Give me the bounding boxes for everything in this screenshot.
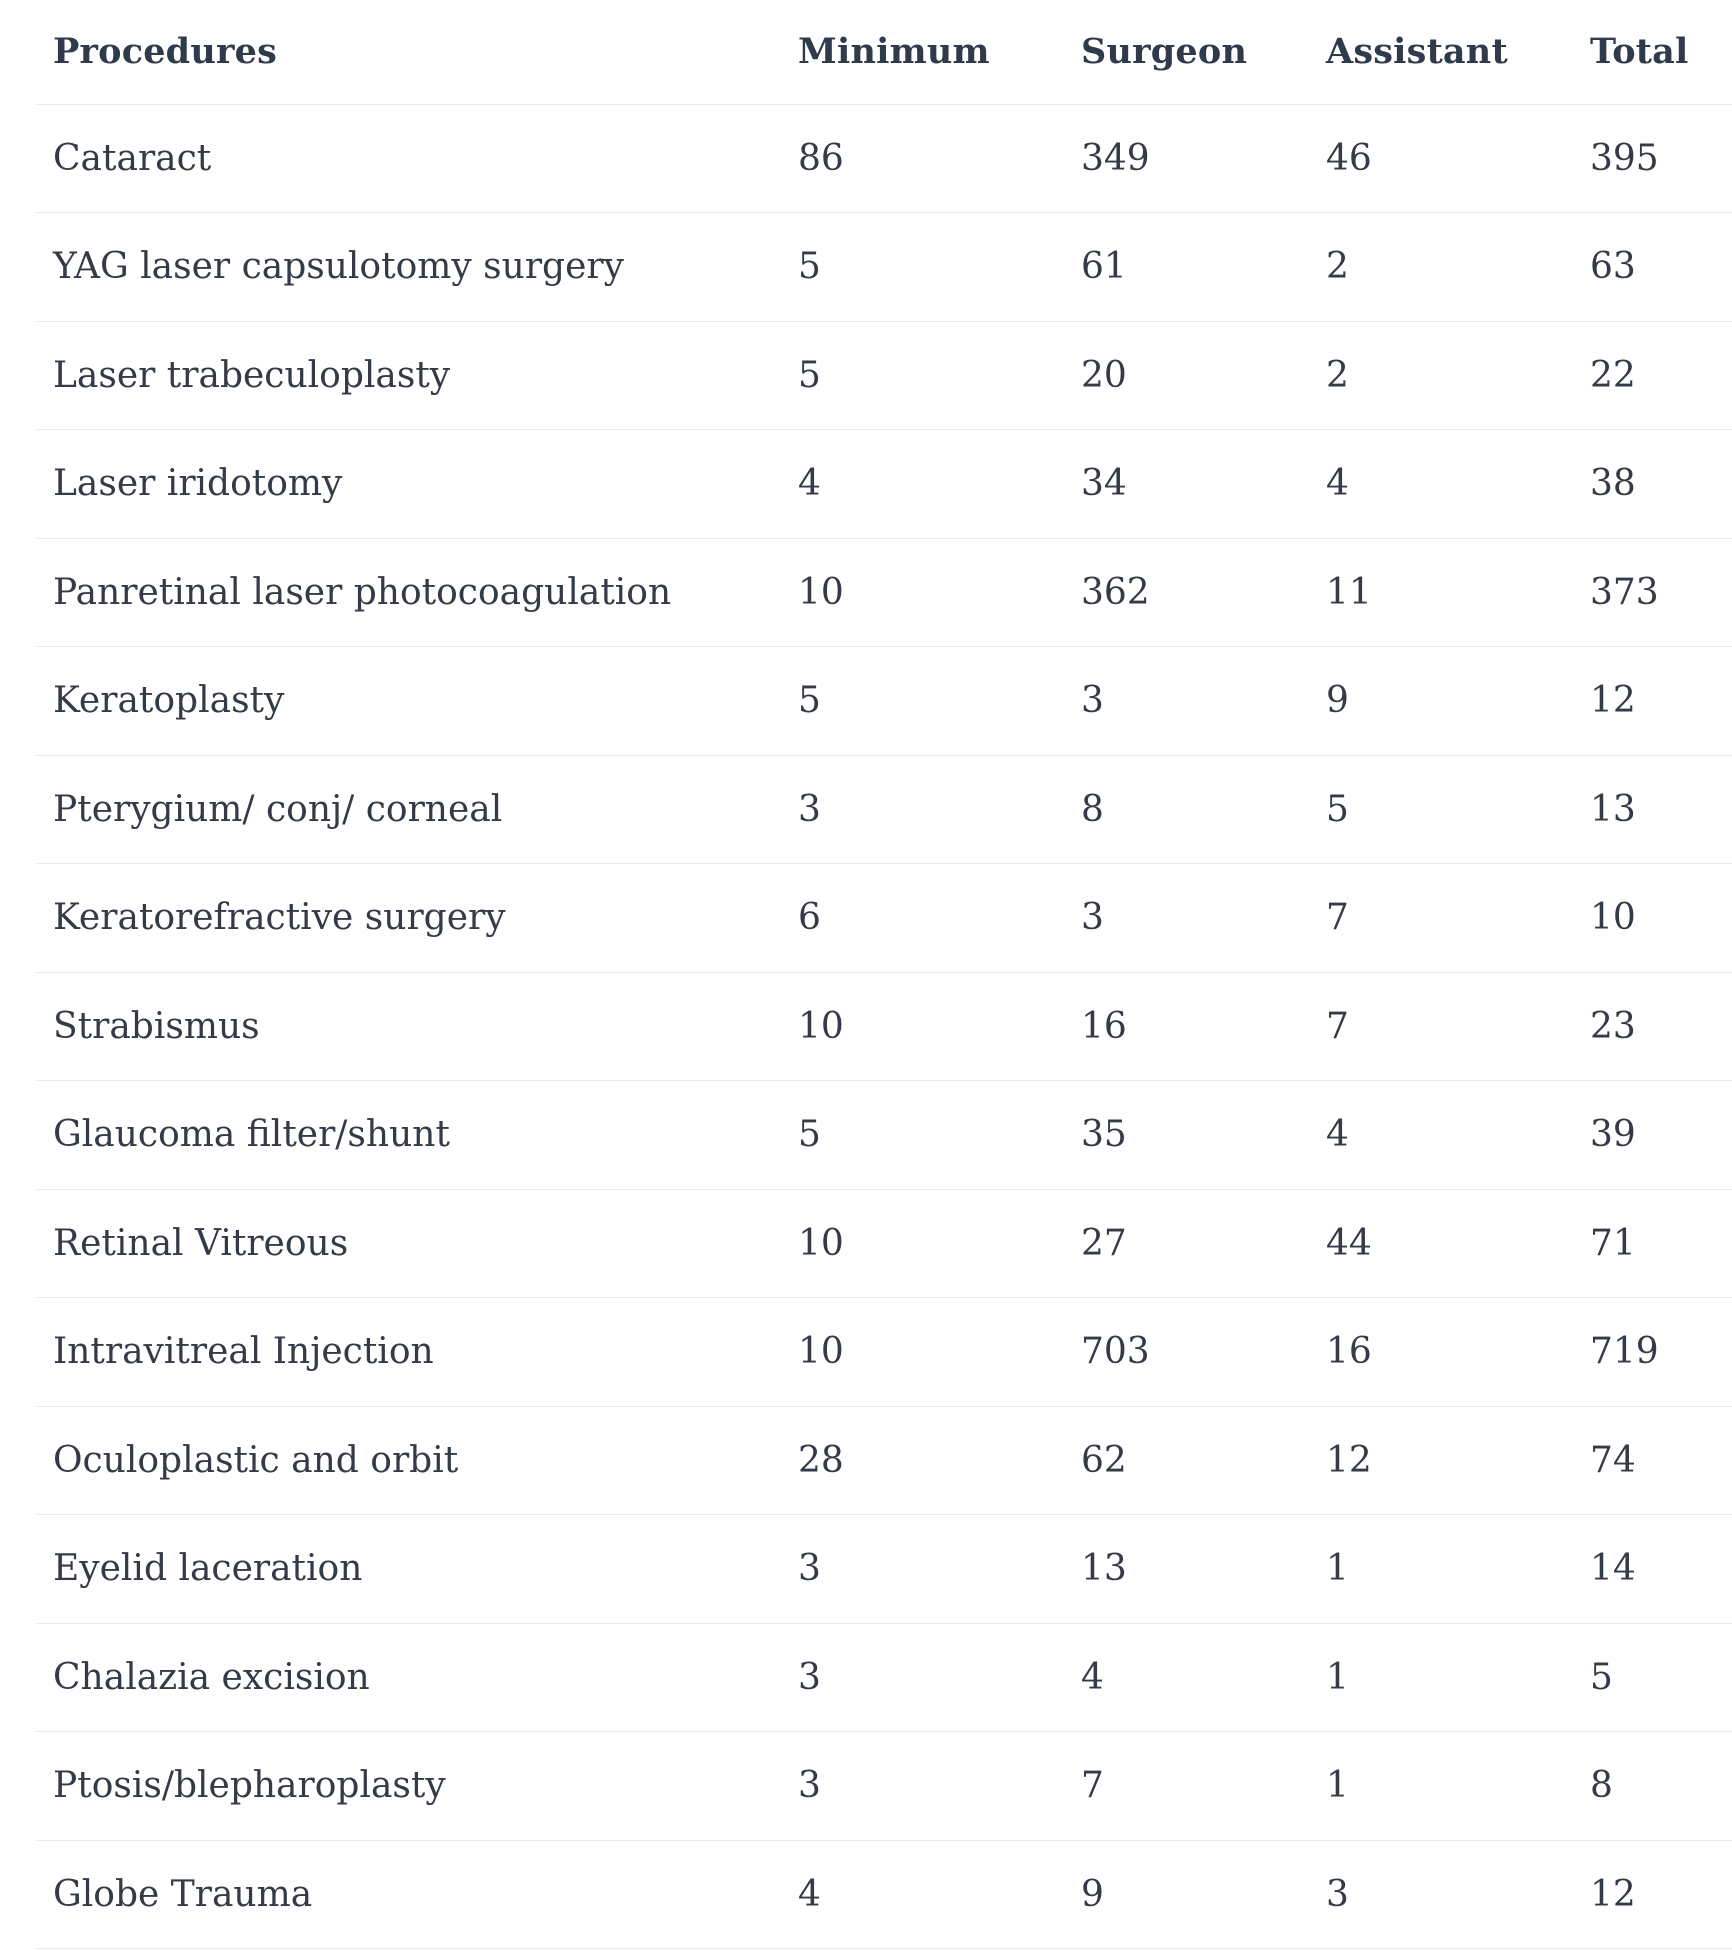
surgeon-cell: 3 bbox=[1064, 864, 1309, 973]
minimum-cell: 4 bbox=[781, 430, 1064, 539]
assistant-cell: 7 bbox=[1309, 864, 1573, 973]
surgeon-cell: 362 bbox=[1064, 538, 1309, 647]
procedure-cell: Cataract bbox=[36, 104, 781, 213]
minimum-cell: 5 bbox=[781, 1081, 1064, 1190]
procedure-cell: Laser iridotomy bbox=[36, 430, 781, 539]
assistant-cell: 5 bbox=[1309, 755, 1573, 864]
table-row bbox=[36, 1732, 1732, 1841]
procedure-cell: Pterygium/ conj/ corneal bbox=[36, 755, 781, 864]
header-procedures: Procedures bbox=[36, 0, 781, 104]
surgeon-cell: 27 bbox=[1064, 1189, 1309, 1298]
total-cell: 8 bbox=[1573, 1732, 1732, 1841]
surgeon-cell: 7 bbox=[1064, 1732, 1309, 1841]
total-cell: 38 bbox=[1573, 430, 1732, 539]
assistant-cell: 46 bbox=[1309, 104, 1573, 213]
procedure-cell: Laser trabeculoplasty bbox=[36, 321, 781, 430]
table-row bbox=[36, 1189, 1732, 1298]
minimum-cell: 5 bbox=[781, 321, 1064, 430]
minimum-cell: 10 bbox=[781, 1189, 1064, 1298]
total-cell: 373 bbox=[1573, 538, 1732, 647]
table-row bbox=[36, 213, 1732, 322]
table-row bbox=[36, 1623, 1732, 1732]
table-header bbox=[36, 0, 1732, 104]
total-cell: 719 bbox=[1573, 1298, 1732, 1407]
procedure-cell: Keratorefractive surgery bbox=[36, 864, 781, 973]
total-cell: 39 bbox=[1573, 1081, 1732, 1190]
table-row bbox=[36, 1515, 1732, 1624]
surgeon-cell: 34 bbox=[1064, 430, 1309, 539]
header-total: Total bbox=[1573, 0, 1732, 104]
surgeon-cell: 20 bbox=[1064, 321, 1309, 430]
assistant-cell: 1 bbox=[1309, 1515, 1573, 1624]
procedure-cell: Oculoplastic and orbit bbox=[36, 1406, 781, 1515]
assistant-cell: 1 bbox=[1309, 1623, 1573, 1732]
procedure-cell: Chalazia excision bbox=[36, 1623, 781, 1732]
surgeon-cell: 9 bbox=[1064, 1840, 1309, 1949]
assistant-cell: 4 bbox=[1309, 1081, 1573, 1190]
header-minimum: Minimum bbox=[781, 0, 1064, 104]
surgeon-cell: 61 bbox=[1064, 213, 1309, 322]
procedure-cell: Intravitreal Injection bbox=[36, 1298, 781, 1407]
total-cell: 10 bbox=[1573, 864, 1732, 973]
surgeon-cell: 8 bbox=[1064, 755, 1309, 864]
assistant-cell: 3 bbox=[1309, 1840, 1573, 1949]
total-cell: 395 bbox=[1573, 104, 1732, 213]
table-row bbox=[36, 972, 1732, 1081]
procedures-table-container bbox=[36, 0, 1732, 1949]
minimum-cell: 3 bbox=[781, 1623, 1064, 1732]
minimum-cell: 10 bbox=[781, 538, 1064, 647]
header-assistant: Assistant bbox=[1309, 0, 1573, 104]
table-row bbox=[36, 647, 1732, 756]
procedure-cell: Glaucoma filter/shunt bbox=[36, 1081, 781, 1190]
total-cell: 63 bbox=[1573, 213, 1732, 322]
surgeon-cell: 4 bbox=[1064, 1623, 1309, 1732]
table-row bbox=[36, 538, 1732, 647]
total-cell: 71 bbox=[1573, 1189, 1732, 1298]
procedure-cell: Globe Trauma bbox=[36, 1840, 781, 1949]
minimum-cell: 6 bbox=[781, 864, 1064, 973]
procedure-cell: Panretinal laser photocoagulation bbox=[36, 538, 781, 647]
assistant-cell: 16 bbox=[1309, 1298, 1573, 1407]
total-cell: 23 bbox=[1573, 972, 1732, 1081]
minimum-cell: 4 bbox=[781, 1840, 1064, 1949]
procedures-table bbox=[36, 0, 1732, 1949]
header-row bbox=[36, 0, 1732, 104]
header-surgeon: Surgeon bbox=[1064, 0, 1309, 104]
table-row bbox=[36, 430, 1732, 539]
surgeon-cell: 703 bbox=[1064, 1298, 1309, 1407]
table-row bbox=[36, 1406, 1732, 1515]
total-cell: 74 bbox=[1573, 1406, 1732, 1515]
total-cell: 13 bbox=[1573, 755, 1732, 864]
minimum-cell: 3 bbox=[781, 755, 1064, 864]
minimum-cell: 10 bbox=[781, 1298, 1064, 1407]
assistant-cell: 2 bbox=[1309, 213, 1573, 322]
procedure-cell: Retinal Vitreous bbox=[36, 1189, 781, 1298]
assistant-cell: 12 bbox=[1309, 1406, 1573, 1515]
assistant-cell: 11 bbox=[1309, 538, 1573, 647]
total-cell: 22 bbox=[1573, 321, 1732, 430]
assistant-cell: 44 bbox=[1309, 1189, 1573, 1298]
table-body bbox=[36, 104, 1732, 1949]
surgeon-cell: 62 bbox=[1064, 1406, 1309, 1515]
surgeon-cell: 3 bbox=[1064, 647, 1309, 756]
table-row bbox=[36, 1840, 1732, 1949]
table-row bbox=[36, 1081, 1732, 1190]
total-cell: 12 bbox=[1573, 647, 1732, 756]
minimum-cell: 10 bbox=[781, 972, 1064, 1081]
table-row bbox=[36, 864, 1732, 973]
procedure-cell: Keratoplasty bbox=[36, 647, 781, 756]
minimum-cell: 5 bbox=[781, 213, 1064, 322]
total-cell: 5 bbox=[1573, 1623, 1732, 1732]
procedure-cell: Strabismus bbox=[36, 972, 781, 1081]
assistant-cell: 9 bbox=[1309, 647, 1573, 756]
minimum-cell: 28 bbox=[781, 1406, 1064, 1515]
minimum-cell: 86 bbox=[781, 104, 1064, 213]
table-row bbox=[36, 1298, 1732, 1407]
assistant-cell: 2 bbox=[1309, 321, 1573, 430]
procedure-cell: Ptosis/blepharoplasty bbox=[36, 1732, 781, 1841]
table-row bbox=[36, 321, 1732, 430]
surgeon-cell: 349 bbox=[1064, 104, 1309, 213]
procedure-cell: Eyelid laceration bbox=[36, 1515, 781, 1624]
surgeon-cell: 35 bbox=[1064, 1081, 1309, 1190]
minimum-cell: 5 bbox=[781, 647, 1064, 756]
surgeon-cell: 13 bbox=[1064, 1515, 1309, 1624]
assistant-cell: 7 bbox=[1309, 972, 1573, 1081]
total-cell: 14 bbox=[1573, 1515, 1732, 1624]
minimum-cell: 3 bbox=[781, 1515, 1064, 1624]
assistant-cell: 1 bbox=[1309, 1732, 1573, 1841]
table-row bbox=[36, 755, 1732, 864]
minimum-cell: 3 bbox=[781, 1732, 1064, 1841]
procedure-cell: YAG laser capsulotomy surgery bbox=[36, 213, 781, 322]
assistant-cell: 4 bbox=[1309, 430, 1573, 539]
surgeon-cell: 16 bbox=[1064, 972, 1309, 1081]
total-cell: 12 bbox=[1573, 1840, 1732, 1949]
table-row bbox=[36, 104, 1732, 213]
